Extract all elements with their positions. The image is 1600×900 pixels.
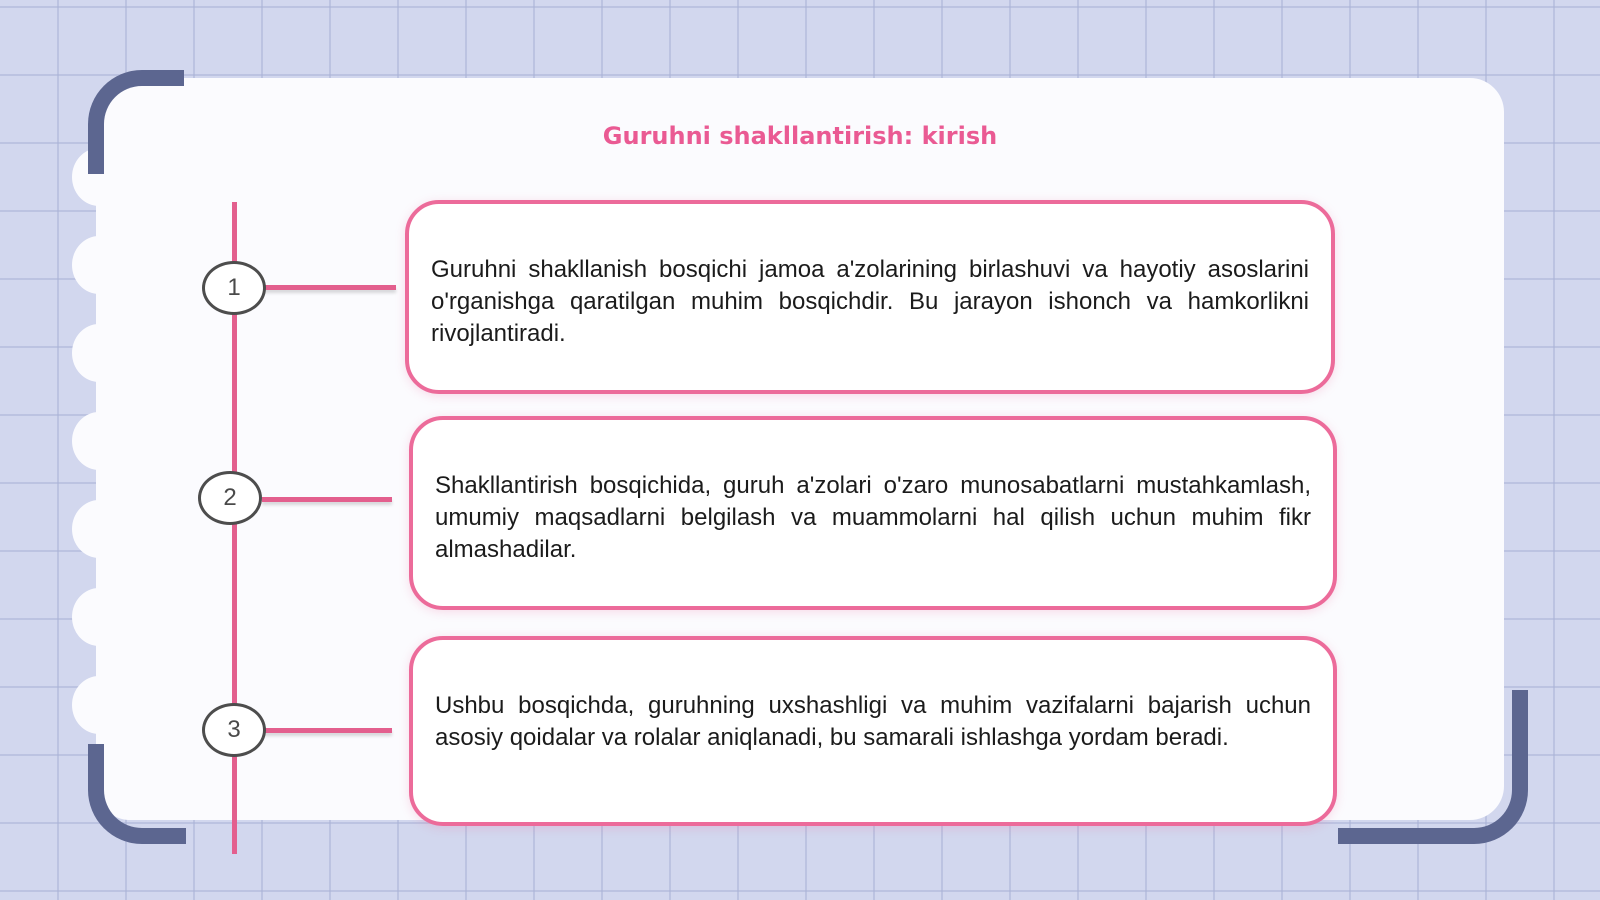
step-number-badge: 1 — [202, 261, 266, 315]
page-scallop — [72, 236, 126, 294]
timeline-connector — [262, 285, 396, 290]
step-number-badge: 2 — [198, 471, 262, 525]
step-description: Shakllantirish bosqichida, guruh a'zolari o'zaro munosabatlarni mustahkamlash, umumiy maqsadlarni belgilash va muammolarni hal qilish uchun muhim fikr almashadilar. — [435, 472, 1311, 563]
page-scallop — [72, 676, 126, 734]
step-text-box — [405, 200, 1335, 394]
step-description: Ushbu bosqichda, guruhning uxshashligi va muhim vazifalarni bajarish uchun asosiy qoidalar va rolalar aniqlanadi, bu samarali ishlashga yordam beradi. — [435, 692, 1311, 751]
step-description: Guruhni shakllanish bosqichi jamoa a'zolarining birlashuvi va hayotiy asoslarini o'rganishga qaratilgan muhim bosqichdir. Bu jarayon ishonch va hamkorlikni rivojlantiradi. — [431, 256, 1309, 347]
slide-title: Guruhni shakllantirish: kirish — [602, 122, 998, 150]
step-number-badge: 3 — [202, 703, 266, 757]
page-scallop — [72, 412, 126, 470]
page-scallop — [72, 324, 126, 382]
page-scallop — [72, 500, 126, 558]
corner-bracket-bottom-right — [1338, 690, 1528, 844]
timeline-connector — [262, 728, 392, 733]
page-scallop — [72, 588, 126, 646]
corner-bracket-bottom-left — [88, 744, 186, 844]
step-text-box — [409, 636, 1337, 826]
timeline-connector — [262, 497, 392, 502]
step-text-box — [409, 416, 1337, 610]
